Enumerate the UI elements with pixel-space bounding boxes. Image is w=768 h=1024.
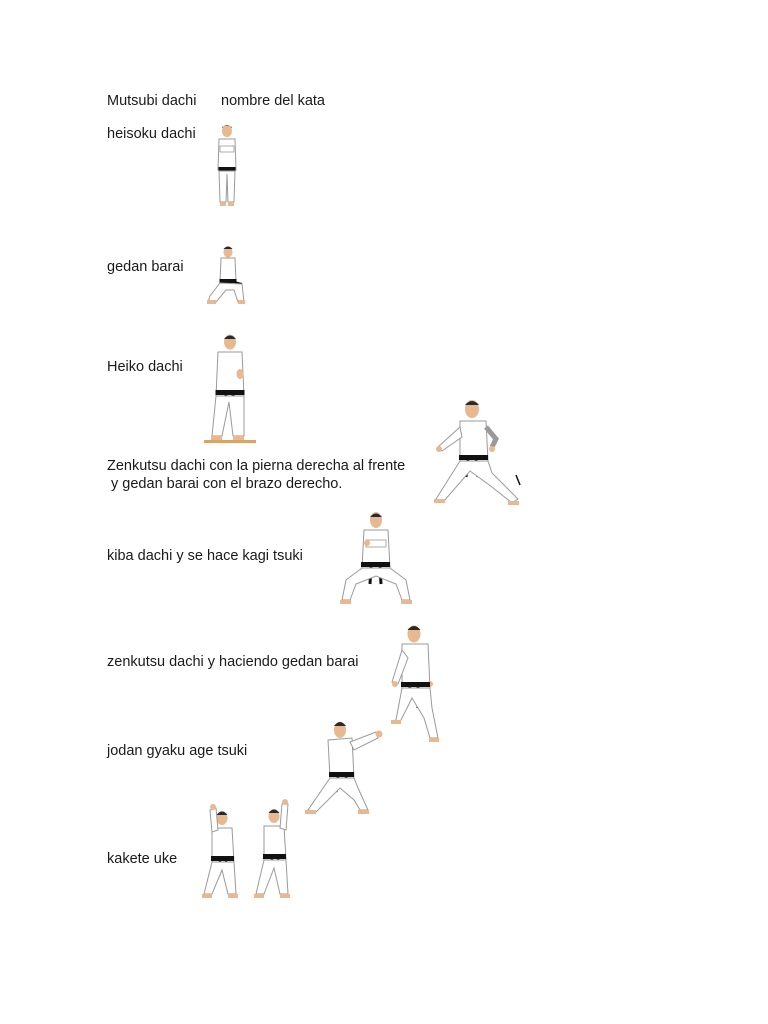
karateka-kakete-uke-figure-2 bbox=[250, 798, 298, 906]
stance-heiko-dachi: Heiko dachi bbox=[107, 359, 183, 375]
step-zenkutsu-gedan: zenkutsu dachi y haciendo gedan barai bbox=[107, 654, 359, 670]
step-kakete-uke: kakete uke bbox=[107, 851, 178, 867]
karateka-zenkutsu-gedan-figure bbox=[388, 622, 442, 748]
step-zenkutsu-line-1: Zenkutsu dachi con la pierna derecha al frente bbox=[107, 458, 406, 474]
stance-heisoku-dachi: heisoku dachi bbox=[107, 126, 196, 142]
step-kiba-dachi: kiba dachi y se hace kagi tsuki bbox=[107, 548, 303, 564]
karateka-gedan-barai-figure bbox=[204, 244, 248, 306]
step-jodan-gyaku: jodan gyaku age tsuki bbox=[107, 743, 248, 759]
karateka-heisoku-figure bbox=[212, 122, 242, 208]
karateka-jodan-tsuki-figure bbox=[300, 718, 384, 822]
karateka-zenkutsu-figure bbox=[430, 395, 524, 511]
kata-name-label: nombre del kata bbox=[221, 93, 325, 109]
technique-gedan-barai: gedan barai bbox=[107, 259, 184, 275]
karateka-kiba-dachi-figure bbox=[338, 510, 414, 608]
stance-mutsubi-dachi: Mutsubi dachi bbox=[107, 93, 197, 109]
step-zenkutsu-line-2: y gedan barai con el brazo derecho. bbox=[107, 476, 343, 492]
karateka-heiko-dachi-figure bbox=[202, 332, 258, 446]
karateka-kakete-uke-figure-1 bbox=[200, 800, 246, 906]
